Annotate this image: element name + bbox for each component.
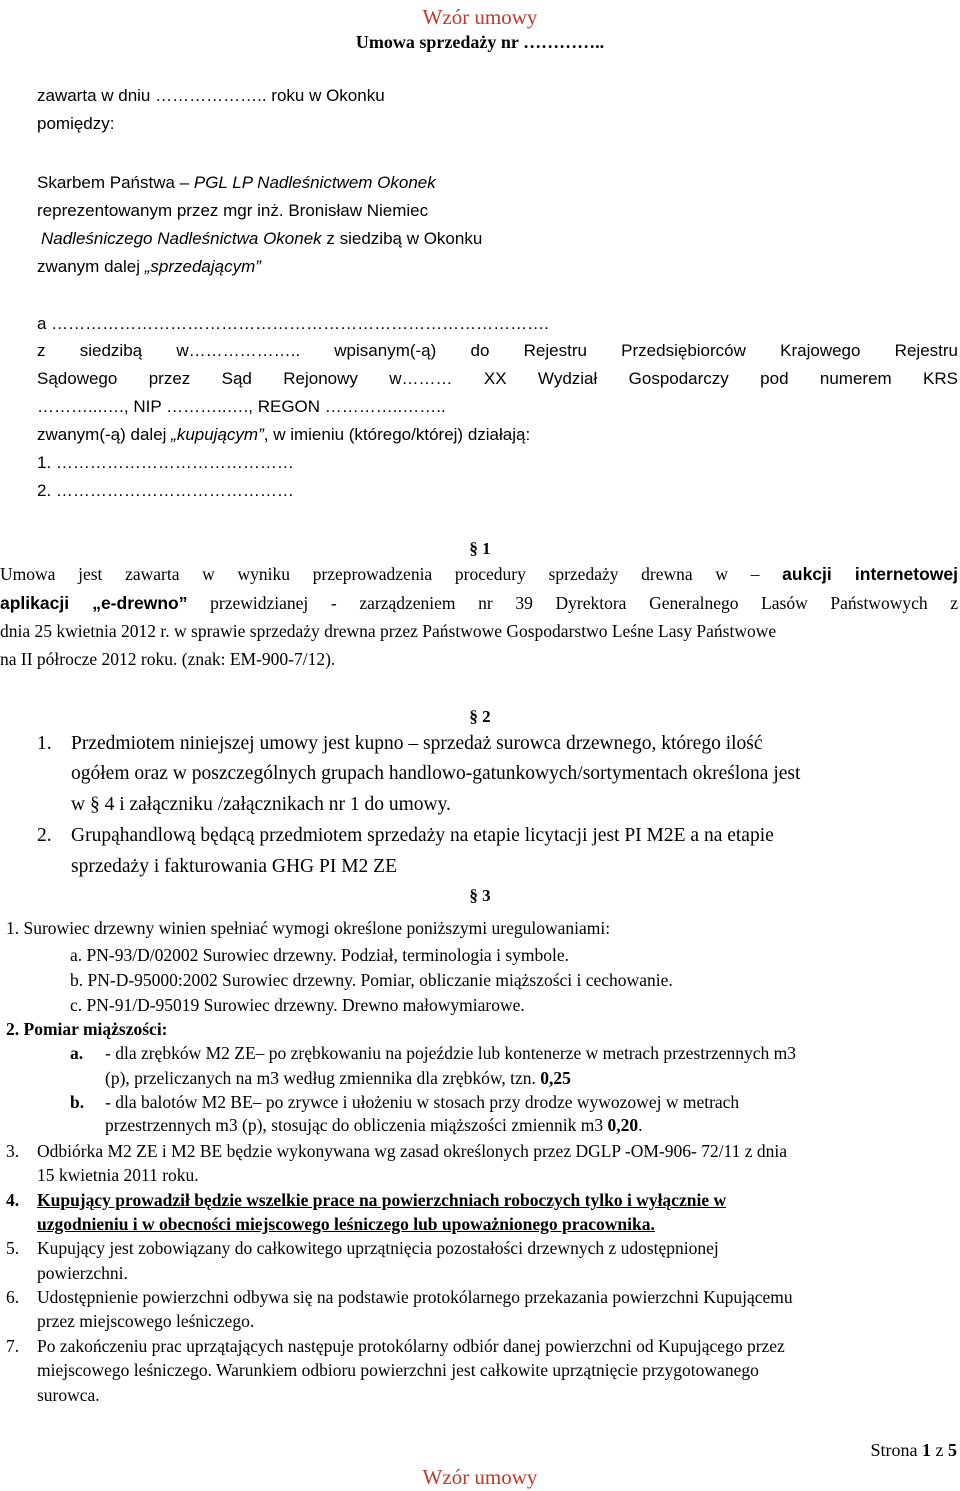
seller-called-term: „sprzedającym” [144, 257, 261, 276]
section-3-item-2a-text: (p), przeliczanych na m3 według zmiennika dla zrębków, tzn. [105, 1068, 541, 1088]
page-of: z [931, 1440, 948, 1460]
section-2-heading: § 2 [469, 707, 491, 726]
section-3-item-2a-line-2 [105, 1068, 571, 1089]
buyer-name-line: a ……………………………………………………………………………. [37, 314, 549, 333]
intro-date-line: zawarta w dniu ……………….. roku w Okonku [37, 86, 385, 105]
page-current: 1 [922, 1440, 931, 1460]
section-3-item-5-line-1: Kupujący jest zobowiązany do całkowitego uprzątnięcia pozostałości drzewnych z udostępnionej [37, 1238, 719, 1258]
section-3-item-3-line-1: Odbiórka M2 ZE i M2 BE będzie wykonywana wg zasad określonych przez DGLP -OM-906- 72/11 z dnia [37, 1141, 788, 1161]
section-3-item-2b-text: przestrzennych m3 (p), stosując do obliczenia miąższości zmiennik m3 [105, 1115, 608, 1135]
section-2-item-2-number: 2. [37, 825, 52, 846]
section-1-line-3: dnia 25 kwietnia 2012 r. w sprawie sprzedaży drewna przez Państwowe Gospodarstwo Leśne Lasy Państwowe [0, 621, 777, 641]
document-title: Umowa sprzedaży nr ………….. [355, 32, 605, 52]
section-1-regulation: przewidzianej - zarządzeniem nr 39 Dyrektora Generalnego Lasów Państwowych z [187, 593, 958, 613]
seller-party-label: Skarbem Państwa – [37, 173, 194, 192]
section-3-standard-b: b. PN-D-95000:2002 Surowiec drzewny. Pomiar, obliczanie miąższości i cechowanie. [70, 970, 673, 990]
section-3-item-3-number: 3. [6, 1141, 20, 1161]
section-3-heading: § 3 [469, 886, 491, 905]
section-3-item-7-number: 7. [6, 1336, 20, 1356]
section-2-item-1-line-1: Przedmiotem niniejszej umowy jest kupno – sprzedaż surowca drzewnego, którego ilość [71, 733, 763, 754]
buyer-line-1 [37, 341, 958, 361]
watermark-bottom: Wzór umowy [422, 1465, 538, 1489]
section-2-item-1-line-2: ogółem oraz w poszczególnych grupach handlowo-gatunkowych/sortymentach określona jest [71, 763, 801, 784]
section-3-item-2a-number: a. [70, 1043, 84, 1063]
page-total: 5 [948, 1440, 957, 1460]
buyer-called-label: zwanym(-ą) dalej [37, 425, 172, 444]
section-1-app-term: aplikacji „e-drewno” [0, 593, 188, 613]
watermark-top: Wzór umowy [422, 5, 538, 29]
section-3-item-2b-line-1: - dla balotów M2 BE– po zrywce i ułożeniu w stosach przy drodze wywozowej w metrach [105, 1092, 740, 1112]
section-3-item-4-line-1: Kupujący prowadził będzie wszelkie prace na powierzchniach roboczych tylko i wyłącznie w [37, 1190, 727, 1210]
buyer-person-1: 1. …………………………………… [37, 453, 294, 472]
intro-between: pomiędzy: [37, 114, 115, 133]
section-3-item-5-line-2: powierzchni. [37, 1263, 128, 1283]
buyer-line-2-text: Sądowego przez Sąd Rejonowy w……… XX Wydział Gospodarczy pod numerem KRS [37, 369, 958, 388]
seller-name: PGL LP Nadleśnictwem Okonek [193, 173, 436, 192]
section-3-item-6-line-1: Udostępnienie powierzchni odbywa się na podstawie protokólarnego przekazania powierzchni Kupującemu [37, 1287, 793, 1307]
section-3-item-2a-line-1: - dla zrębków M2 ZE– po zrębkowaniu na pojeździe lub kontenerze w metrach przestrzennych m3 [105, 1043, 796, 1063]
section-3-item-3-line-2: 15 kwietnia 2011 roku. [37, 1165, 199, 1185]
seller-line-1 [37, 173, 436, 193]
buyer-acting-label: , w imieniu (którego/której) działają: [263, 425, 531, 444]
section-1-heading: § 1 [469, 539, 491, 558]
seller-representative: reprezentowanym przez mgr inż. Bronisław Niemiec [37, 201, 429, 220]
section-3-item-1: 1. Surowiec drzewny winien spełniać wymogi określone poniższymi uregulowaniami: [6, 918, 611, 938]
section-1-line-1 [0, 564, 958, 585]
section-1-line-2 [0, 593, 958, 614]
page-number [871, 1440, 958, 1461]
section-3-item-2b-period: . [638, 1115, 643, 1135]
section-2-item-2-line-2: sprzedaży i fakturowania GHG PI M2 ZE [71, 856, 397, 877]
section-3-item-2b-line-2 [105, 1115, 642, 1136]
buyer-called-term: „kupującym” [171, 425, 264, 444]
section-3-standard-c: c. PN-91/D-95019 Surowiec drzewny. Drewno małowymiarowe. [70, 995, 525, 1015]
section-3-item-2b-number: b. [70, 1092, 85, 1112]
section-3-item-7-line-3: surowca. [37, 1385, 100, 1405]
section-2-item-2-line-1: Grupąhandlową będącą przedmiotem sprzedaży na etapie licytacji jest PI M2E a na etapie [71, 825, 774, 846]
section-3-item-5-number: 5. [6, 1238, 20, 1258]
section-3-item-2b-factor: 0,20 [607, 1115, 639, 1135]
buyer-registry-line: ………...…., NIP ………..…., REGON …………..…….. [37, 397, 446, 416]
section-3-item-7-line-2: miejscowego leśniczego. Warunkiem odbioru powierzchni jest całkowite uprzątnięcie przygotowanego [37, 1360, 759, 1380]
section-2-item-1-number: 1. [37, 733, 52, 754]
section-1-text: Umowa jest zawarta w wyniku przeprowadzenia procedury sprzedaży drewna w – [0, 564, 783, 584]
seller-called-label: zwanym dalej [37, 257, 145, 276]
section-3-item-2a-factor: 0,25 [540, 1068, 571, 1088]
section-3-item-6-line-2: przez miejscowego leśniczego. [37, 1311, 255, 1331]
section-3-item-4-line-2: uzgodnieniu i w obecności miejscowego leśniczego lub upoważnionego pracownika. [37, 1214, 655, 1234]
seller-line-4 [37, 257, 261, 277]
section-1-auction-term: aukcji internetowej [782, 564, 958, 584]
section-3-standard-a: a. PN-93/D/02002 Surowiec drzewny. Podział, terminologia i symbole. [70, 945, 569, 965]
section-2-item-1-line-3: w § 4 i załączniku /załącznikach nr 1 do umowy. [71, 794, 451, 815]
section-1-line-4: na II półrocze 2012 roku. (znak: EM-900-7/12). [0, 649, 336, 669]
buyer-person-2: 2. …………………………………… [37, 481, 294, 500]
buyer-line-1-text: z siedzibą w……………….. wpisanym(-ą) do Rejestru Przedsiębiorców Krajowego Rejestru [37, 341, 958, 360]
section-3-item-4-number: 4. [6, 1190, 20, 1210]
seller-seat: z siedzibą w Okonku [321, 229, 483, 248]
buyer-line-2 [37, 369, 958, 389]
seller-line-3 [41, 229, 482, 249]
section-3-item-6-number: 6. [6, 1287, 20, 1307]
section-3-item-7-line-1: Po zakończeniu prac uprzątających następuje protokólarny odbiór danej powierzchni od Kupującego przez [37, 1336, 785, 1356]
seller-role: Nadleśniczego Nadleśnictwa Okonek [41, 229, 322, 248]
page-label: Strona [870, 1440, 922, 1460]
section-3-item-2: 2. Pomiar miąższości: [6, 1019, 168, 1039]
buyer-line-4 [37, 425, 530, 445]
